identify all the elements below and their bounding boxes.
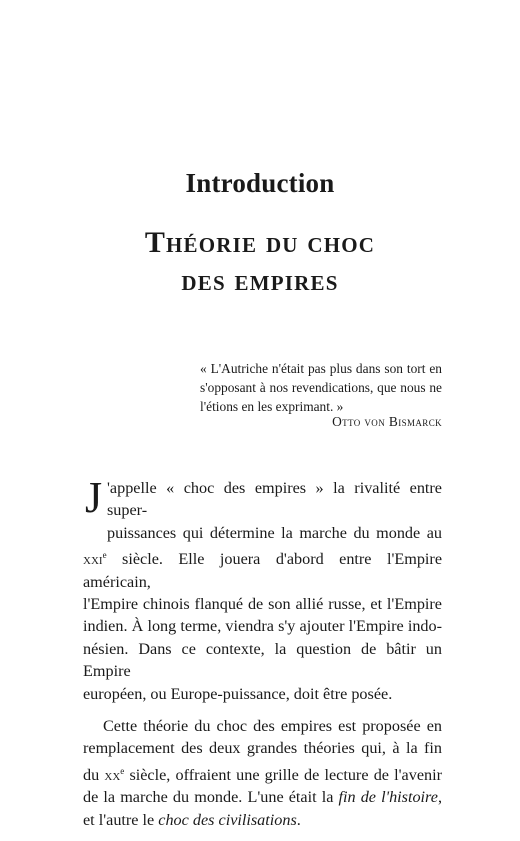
chapter-label: Introduction: [185, 168, 335, 198]
body-text: [83, 473, 443, 841]
epigraph-quote: « L'Autriche n'était pas plus dans son tort en s'opposant à nos revendications, que nous ne l'étions en les exprimant. »: [200, 361, 442, 415]
paragraph-1-line-3: xxi$^e$ siècle. Elle jouera d'abord entre l'Empire américain,: [83, 550, 443, 591]
paragraph-1-line-5: indien. À long terme, viendra s'y ajouter l'Empire indo-: [83, 617, 442, 636]
paragraph-1-line-7: européen, ou Europe-puissance, doit être posée.: [83, 684, 393, 703]
chapter-title-line-2: des empires: [181, 264, 339, 297]
chapter-title: [0, 224, 520, 300]
paragraph-1-line-2: puissances qui détermine la marche du monde au: [107, 523, 442, 542]
paragraph-1-line-1: J 'appelle « choc des empires » la rivalité entre super-: [85, 473, 442, 522]
italic-choc-des-civilisations: choc des civilisations: [158, 810, 297, 829]
paragraph-1-line-4: l'Empire chinois flanqué de son allié russe, et l'Empire: [83, 595, 442, 614]
paragraph-2: Cette théorie du choc des empires est proposée en remplacement des deux grandes théories qui, à la fin du $xx^e$ siècle, offraient une grille de lecture de l'avenir de la marche du monde. L'une était la fin de l'histoire, et l'autre le choc des civilisations.: [83, 717, 443, 829]
drop-cap: J: [85, 473, 103, 522]
epigraph-author: Otto von Bismarck: [332, 414, 442, 429]
italic-fin-de-l-histoire: fin de l'histoire: [338, 788, 438, 807]
paragraph-1: [83, 473, 443, 705]
paragraph-1-line-6: nésien. Dans ce contexte, la question de bâtir un Empire: [83, 639, 442, 681]
chapter-title-line-1: Théorie du choc: [144, 226, 376, 259]
